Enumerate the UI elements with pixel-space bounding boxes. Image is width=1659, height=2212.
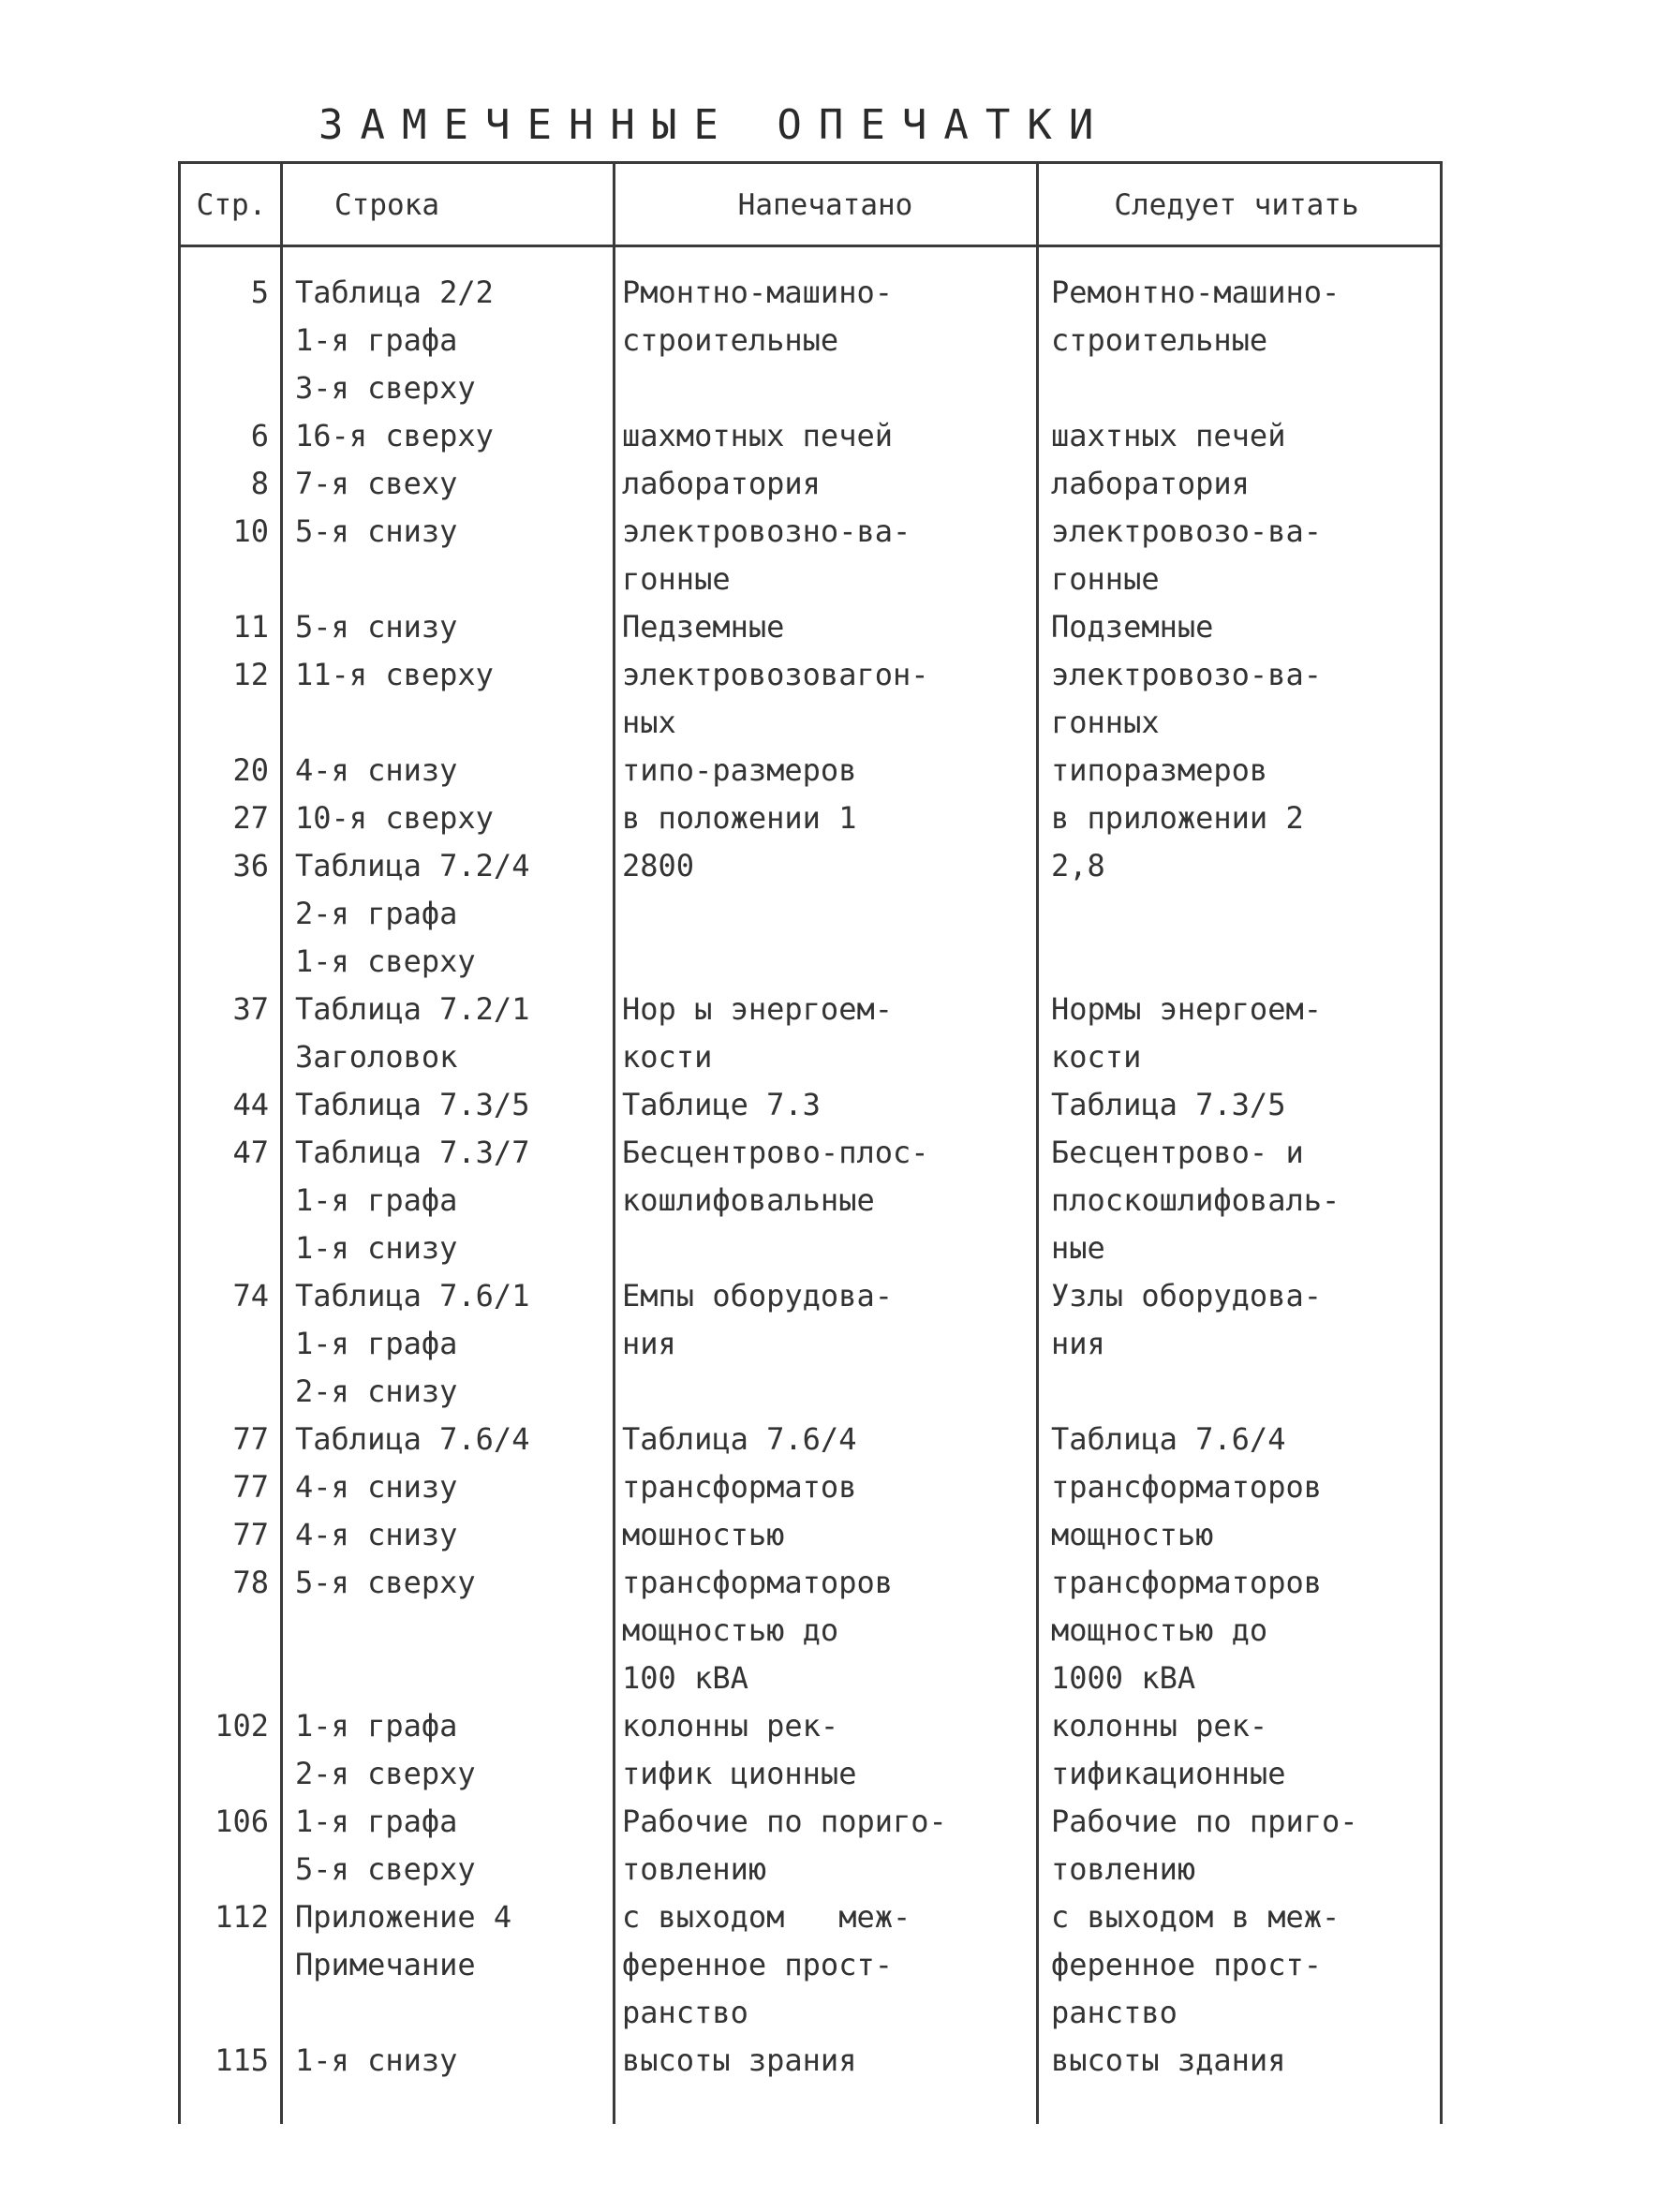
cell-printed-text: мощностью до xyxy=(622,1612,839,1648)
cell-printed xyxy=(613,603,1036,651)
cell-correct xyxy=(1036,1798,1439,1893)
cell-correct xyxy=(1036,603,1439,651)
cell-correct xyxy=(1036,460,1439,508)
cell-line-text: 4-я снизу xyxy=(295,1469,458,1505)
table-row xyxy=(181,2037,1440,2085)
cell-correct-text: в приложении 2 xyxy=(1051,800,1304,836)
cell-page xyxy=(181,842,280,890)
cell-printed-text: в положении 1 xyxy=(622,800,857,836)
cell-page xyxy=(181,1893,280,1941)
cell-correct-text: Узлы оборудова- xyxy=(1051,1278,1322,1314)
cell-printed-text: Рмонтно-машино- xyxy=(622,275,893,310)
cell-page-text: 77 xyxy=(232,1469,269,1505)
table-row xyxy=(181,1081,1440,1129)
cell-page xyxy=(181,651,280,699)
table-row xyxy=(181,842,1440,986)
cell-printed-text: трансформаторов xyxy=(622,1565,893,1600)
cell-line xyxy=(280,986,613,1081)
cell-correct-text: гонных xyxy=(1051,705,1160,740)
cell-page-text: 102 xyxy=(215,1708,269,1744)
cell-printed-text: гонные xyxy=(622,561,731,597)
table-row xyxy=(181,269,1440,412)
cell-line xyxy=(280,1798,613,1893)
cell-printed xyxy=(613,1893,1036,2037)
cell-page xyxy=(181,1129,280,1177)
cell-printed xyxy=(613,1463,1036,1511)
cell-printed-text: 100 кВА xyxy=(622,1660,748,1696)
cell-line xyxy=(280,747,613,794)
cell-line-text: 1-я графа xyxy=(295,1708,458,1744)
cell-correct xyxy=(1036,747,1439,794)
table-body xyxy=(181,269,1440,2085)
cell-page xyxy=(181,1416,280,1463)
cell-line xyxy=(280,842,613,986)
cell-printed-text: Таблица 7.6/4 xyxy=(622,1421,857,1457)
cell-printed xyxy=(613,1511,1036,1559)
cell-line-text: 4-я снизу xyxy=(295,1517,458,1552)
cell-page-text: 115 xyxy=(215,2042,269,2078)
cell-line-text: 5-я снизу xyxy=(295,609,458,645)
cell-line-text: 1-я графа xyxy=(295,1804,458,1839)
cell-line xyxy=(280,1129,613,1272)
cell-printed-text: ных xyxy=(622,705,676,740)
cell-correct-text: строительные xyxy=(1051,322,1268,358)
cell-printed-text: типо-размеров xyxy=(622,752,857,788)
cell-line xyxy=(280,1416,613,1463)
cell-correct-text: высоты здания xyxy=(1051,2042,1286,2078)
cell-line-text: 5-я сверху xyxy=(295,1851,476,1887)
cell-page-text: 44 xyxy=(232,1087,269,1122)
cell-correct-text: лаборатория xyxy=(1051,466,1250,501)
table-row xyxy=(181,747,1440,794)
cell-line-text: 1-я графа xyxy=(295,1326,458,1361)
table-row xyxy=(181,1463,1440,1511)
cell-printed xyxy=(613,1798,1036,1893)
cell-printed xyxy=(613,1416,1036,1463)
cell-printed xyxy=(613,1081,1036,1129)
cell-line-text: 2-я сверху xyxy=(295,1756,476,1791)
cell-printed xyxy=(613,986,1036,1081)
cell-printed-text: тифик ционные xyxy=(622,1756,857,1791)
cell-printed xyxy=(613,1559,1036,1702)
table-row xyxy=(181,1129,1440,1272)
cell-printed xyxy=(613,508,1036,603)
cell-line-text: 5-я снизу xyxy=(295,513,458,549)
cell-correct-text: 2,8 xyxy=(1051,848,1105,883)
table-row xyxy=(181,508,1440,603)
cell-printed xyxy=(613,794,1036,842)
cell-line-text: 1-я графа xyxy=(295,1182,458,1218)
table-row xyxy=(181,1416,1440,1463)
cell-correct-text: ранство xyxy=(1051,1995,1178,2030)
cell-printed-text: Рабочие по пориго- xyxy=(622,1804,947,1839)
cell-page xyxy=(181,1463,280,1511)
cell-correct xyxy=(1036,1511,1439,1559)
cell-line-text: Таблица 7.6/4 xyxy=(295,1421,530,1457)
cell-line-text: 16-я сверху xyxy=(295,418,494,453)
cell-line-text: 10-я сверху xyxy=(295,800,494,836)
cell-correct-text: Рабочие по приго- xyxy=(1051,1804,1358,1839)
cell-line-text: Таблица 7.3/7 xyxy=(295,1135,530,1170)
cell-page xyxy=(181,2037,280,2085)
cell-line-text: Заголовок xyxy=(295,1039,458,1075)
cell-page-text: 78 xyxy=(232,1565,269,1600)
cell-line-text: Таблица 7.2/1 xyxy=(295,991,530,1027)
cell-correct-text: колонны рек- xyxy=(1051,1708,1268,1744)
cell-correct-text: Ремонтно-машино- xyxy=(1051,275,1341,310)
cell-correct-text: Таблица 7.6/4 xyxy=(1051,1421,1286,1457)
cell-printed-text: ранство xyxy=(622,1995,748,2030)
cell-page-text: 106 xyxy=(215,1804,269,1839)
cell-printed xyxy=(613,2037,1036,2085)
cell-correct xyxy=(1036,842,1439,890)
cell-page-text: 47 xyxy=(232,1135,269,1170)
cell-page xyxy=(181,603,280,651)
cell-correct-text: плоскошлифоваль- xyxy=(1051,1182,1341,1218)
cell-correct xyxy=(1036,1081,1439,1129)
cell-page-text: 36 xyxy=(232,848,269,883)
cell-printed xyxy=(613,1272,1036,1368)
table-row xyxy=(181,1702,1440,1798)
cell-correct-text: товлению xyxy=(1051,1851,1196,1887)
cell-page-text: 37 xyxy=(232,991,269,1027)
cell-line xyxy=(280,603,613,651)
cell-correct xyxy=(1036,1129,1439,1272)
cell-printed-text: ния xyxy=(622,1326,676,1361)
cell-line xyxy=(280,794,613,842)
cell-printed-text: Бесцентрово-плос- xyxy=(622,1135,929,1170)
cell-printed-text: Нор ы энергоем- xyxy=(622,991,893,1027)
cell-printed-text: ференное прост- xyxy=(622,1947,893,1982)
cell-line-text: 2-я снизу xyxy=(295,1373,458,1409)
cell-page-text: 10 xyxy=(232,513,269,549)
cell-line-text: 1-я снизу xyxy=(295,2042,458,2078)
cell-printed-text: электровозно-ва- xyxy=(622,513,911,549)
cell-correct-text: кости xyxy=(1051,1039,1142,1075)
cell-correct-text: ные xyxy=(1051,1230,1105,1266)
cell-line xyxy=(280,2037,613,2085)
table-row xyxy=(181,1272,1440,1416)
cell-correct-text: Подземные xyxy=(1051,609,1214,645)
cell-printed xyxy=(613,651,1036,747)
cell-correct xyxy=(1036,1416,1439,1463)
cell-correct xyxy=(1036,508,1439,603)
cell-correct xyxy=(1036,1272,1439,1368)
cell-page xyxy=(181,1702,280,1750)
cell-printed-text: трансформатов xyxy=(622,1469,857,1505)
cell-line-text: 7-я свеху xyxy=(295,466,458,501)
cell-page-text: 27 xyxy=(232,800,269,836)
cell-printed xyxy=(613,460,1036,508)
table-row xyxy=(181,1511,1440,1559)
cell-printed xyxy=(613,269,1036,364)
cell-line-text: 4-я снизу xyxy=(295,752,458,788)
cell-correct-text: 1000 кВА xyxy=(1051,1660,1196,1696)
cell-line-text: Таблица 7.2/4 xyxy=(295,848,530,883)
cell-correct-text: электровозо-ва- xyxy=(1051,657,1322,692)
cell-correct-text: электровозо-ва- xyxy=(1051,513,1322,549)
cell-line-text: Приложение 4 xyxy=(295,1899,512,1935)
cell-printed xyxy=(613,1129,1036,1225)
cell-printed-text: кошлифовальные xyxy=(622,1182,875,1218)
table-row xyxy=(181,1798,1440,1893)
cell-line xyxy=(280,651,613,699)
cell-page-text: 74 xyxy=(232,1278,269,1314)
cell-line-text: 3-я сверху xyxy=(295,370,476,406)
cell-correct-text: типоразмеров xyxy=(1051,752,1268,788)
cell-correct-text: мощностью до xyxy=(1051,1612,1268,1648)
cell-printed-text: кости xyxy=(622,1039,713,1075)
cell-correct xyxy=(1036,2037,1439,2085)
cell-page xyxy=(181,460,280,508)
cell-page-text: 11 xyxy=(232,609,269,645)
cell-line xyxy=(280,1463,613,1511)
cell-line-text: 5-я сверху xyxy=(295,1565,476,1600)
cell-printed-text: колонны рек- xyxy=(622,1708,839,1744)
cell-page-text: 6 xyxy=(250,418,269,453)
cell-correct xyxy=(1036,412,1439,460)
table-row xyxy=(181,794,1440,842)
cell-printed-text: шахмотных печей xyxy=(622,418,893,453)
cell-correct-text: с выходом в меж- xyxy=(1051,1899,1341,1935)
cell-line xyxy=(280,508,613,556)
cell-correct-text: трансформаторов xyxy=(1051,1469,1322,1505)
cell-printed-text: строительные xyxy=(622,322,839,358)
cell-printed-text: Педземные xyxy=(622,609,785,645)
cell-printed-text: мошностью xyxy=(622,1517,785,1552)
cell-line-text: Примечание xyxy=(295,1947,476,1982)
cell-printed xyxy=(613,1702,1036,1798)
table-row xyxy=(181,1559,1440,1702)
cell-correct-text: трансформаторов xyxy=(1051,1565,1322,1600)
cell-printed-text: электровозовагон- xyxy=(622,657,929,692)
cell-correct-text: гонные xyxy=(1051,561,1160,597)
cell-page xyxy=(181,412,280,460)
cell-correct-text: тификационные xyxy=(1051,1756,1286,1791)
cell-line-text: 1-я сверху xyxy=(295,943,476,979)
cell-correct xyxy=(1036,651,1439,747)
cell-line xyxy=(280,1272,613,1416)
cell-page xyxy=(181,986,280,1033)
cell-line xyxy=(280,1702,613,1798)
cell-line xyxy=(280,1081,613,1129)
table-row xyxy=(181,1893,1440,2037)
cell-printed-text: высоты зрания xyxy=(622,2042,857,2078)
table-row xyxy=(181,986,1440,1081)
cell-correct xyxy=(1036,794,1439,842)
cell-page-text: 8 xyxy=(250,466,269,501)
cell-printed-text: с выходом меж- xyxy=(622,1899,911,1935)
cell-page xyxy=(181,1798,280,1846)
cell-page-text: 112 xyxy=(215,1899,269,1935)
errata-table xyxy=(178,161,1443,2124)
cell-page xyxy=(181,1511,280,1559)
cell-page xyxy=(181,747,280,794)
cell-line xyxy=(280,1893,613,1989)
header-divider xyxy=(181,245,1440,247)
cell-correct-text: шахтных печей xyxy=(1051,418,1286,453)
cell-page-text: 5 xyxy=(250,275,269,310)
page-title: ЗАМЕЧЕННЫЕ ОПЕЧАТКИ xyxy=(318,101,1111,149)
cell-printed xyxy=(613,842,1036,890)
cell-correct-text: Нормы энергоем- xyxy=(1051,991,1322,1027)
cell-correct-text: ния xyxy=(1051,1326,1105,1361)
cell-correct xyxy=(1036,269,1439,364)
cell-printed-text: Таблице 7.3 xyxy=(622,1087,821,1122)
cell-line xyxy=(280,412,613,460)
table-row xyxy=(181,412,1440,460)
header-printed: Напечатано xyxy=(737,188,913,222)
cell-correct-text: Таблица 7.3/5 xyxy=(1051,1087,1286,1122)
header-page: Стр. xyxy=(196,188,267,222)
cell-page xyxy=(181,1081,280,1129)
cell-page xyxy=(181,269,280,317)
cell-page-text: 77 xyxy=(232,1421,269,1457)
cell-correct-text: мощностью xyxy=(1051,1517,1214,1552)
cell-page xyxy=(181,1272,280,1320)
cell-correct-text: ференное прост- xyxy=(1051,1947,1322,1982)
cell-correct xyxy=(1036,1559,1439,1702)
cell-line xyxy=(280,460,613,508)
cell-line-text: 1-я снизу xyxy=(295,1230,458,1266)
header-correct: Следует читать xyxy=(1114,188,1359,222)
cell-line xyxy=(280,1511,613,1559)
cell-page xyxy=(181,508,280,556)
cell-printed xyxy=(613,412,1036,460)
cell-line-text: Таблица 2/2 xyxy=(295,275,494,310)
cell-line xyxy=(280,269,613,412)
cell-line-text: 2-я графа xyxy=(295,896,458,931)
cell-line-text: Таблица 7.3/5 xyxy=(295,1087,530,1122)
table-row xyxy=(181,460,1440,508)
cell-line-text: 11-я сверху xyxy=(295,657,494,692)
table-row xyxy=(181,651,1440,747)
cell-correct xyxy=(1036,1463,1439,1511)
table-row xyxy=(181,603,1440,651)
cell-printed-text: 2800 xyxy=(622,848,695,883)
cell-page-text: 20 xyxy=(232,752,269,788)
cell-correct xyxy=(1036,1893,1439,2037)
cell-page xyxy=(181,794,280,842)
cell-line-text: Таблица 7.6/1 xyxy=(295,1278,530,1314)
cell-printed xyxy=(613,747,1036,794)
cell-printed-text: товлению xyxy=(622,1851,767,1887)
cell-line xyxy=(280,1559,613,1607)
cell-page xyxy=(181,1559,280,1607)
cell-correct-text: Бесцентрово- и xyxy=(1051,1135,1304,1170)
cell-line-text: 1-я графа xyxy=(295,322,458,358)
cell-page-text: 12 xyxy=(232,657,269,692)
cell-correct xyxy=(1036,1702,1439,1798)
header-line: Строка xyxy=(334,188,439,222)
cell-correct xyxy=(1036,986,1439,1081)
cell-printed-text: лаборатория xyxy=(622,466,821,501)
cell-page-text: 77 xyxy=(232,1517,269,1552)
cell-printed-text: Емпы оборудова- xyxy=(622,1278,893,1314)
